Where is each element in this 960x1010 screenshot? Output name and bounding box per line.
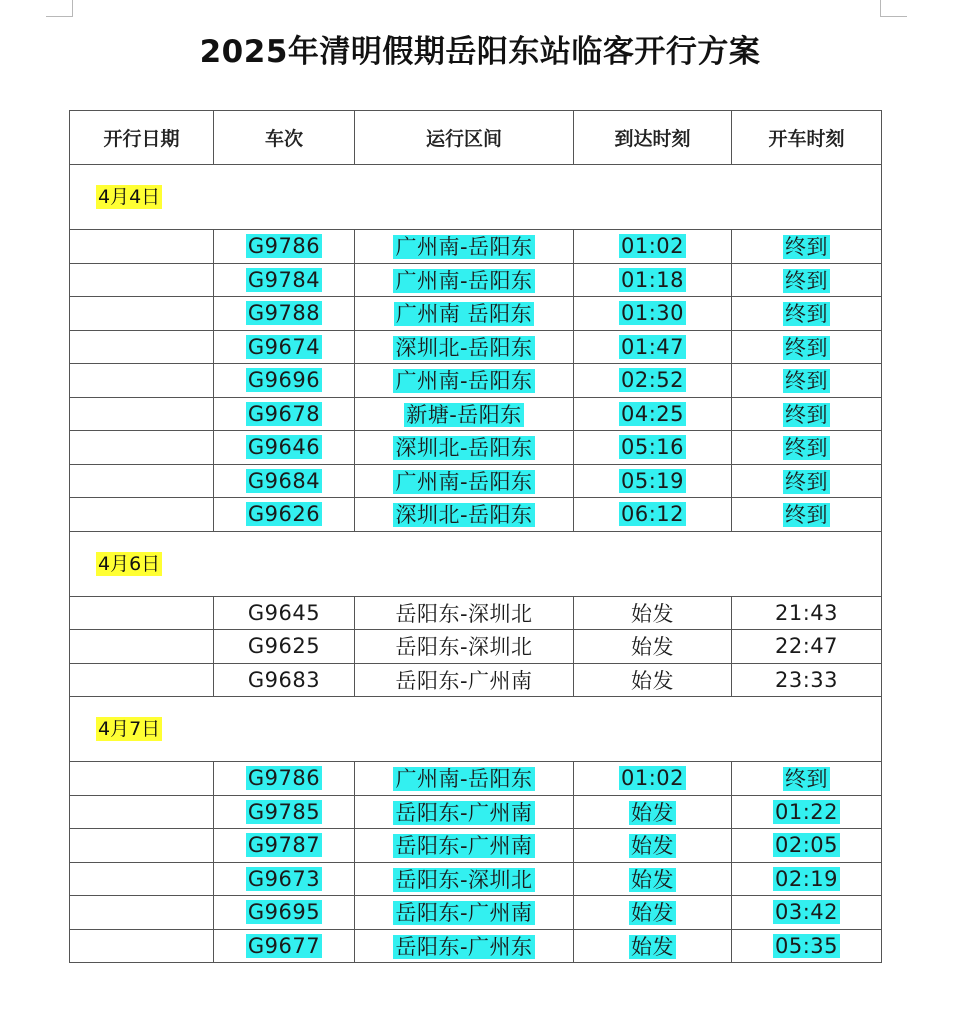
route-cell	[355, 498, 574, 532]
train-cell	[214, 431, 355, 465]
route-text: 广州南-岳阳东	[395, 235, 533, 260]
arrive-cell	[574, 464, 732, 498]
train-text: G9678	[247, 401, 321, 426]
depart-cell	[732, 596, 882, 630]
date-cell-empty	[70, 630, 214, 664]
depart-text: 02:05	[774, 833, 839, 858]
route-cell	[355, 929, 574, 963]
depart-cell	[732, 795, 882, 829]
depart-cell	[732, 630, 882, 664]
depart-cell	[732, 230, 882, 264]
depart-text: 终到	[785, 235, 828, 260]
arrive-cell	[574, 498, 732, 532]
table-row	[70, 630, 882, 664]
train-cell	[214, 464, 355, 498]
table-row	[70, 364, 882, 398]
arrive-text: 04:25	[620, 401, 685, 426]
depart-cell	[732, 862, 882, 896]
route-text: 岳阳东-广州南	[395, 800, 533, 825]
route-cell	[355, 263, 574, 297]
date-cell-empty	[70, 464, 214, 498]
route-cell	[355, 663, 574, 697]
train-cell	[214, 596, 355, 630]
table-row	[70, 431, 882, 465]
train-cell	[214, 498, 355, 532]
train-cell	[214, 397, 355, 431]
depart-text: 终到	[785, 369, 828, 394]
route-cell	[355, 630, 574, 664]
depart-cell	[732, 297, 882, 331]
train-text: G9788	[247, 301, 321, 326]
depart-text: 02:19	[774, 866, 839, 891]
date-cell-empty	[70, 397, 214, 431]
train-cell	[214, 896, 355, 930]
date-cell-empty	[70, 829, 214, 863]
arrive-cell	[574, 663, 732, 697]
arrive-cell	[574, 230, 732, 264]
depart-text: 终到	[785, 302, 828, 327]
arrive-cell	[574, 263, 732, 297]
route-cell	[355, 862, 574, 896]
date-section-row	[70, 697, 882, 762]
route-text: 岳阳东-深圳北	[395, 635, 533, 660]
depart-cell	[732, 929, 882, 963]
date-cell-empty	[70, 330, 214, 364]
route-cell	[355, 397, 574, 431]
date-section-row	[70, 165, 882, 230]
train-text: G9784	[247, 267, 321, 292]
route-text: 广州南-岳阳东	[395, 469, 533, 494]
table-row	[70, 263, 882, 297]
train-cell	[214, 929, 355, 963]
arrive-cell	[574, 596, 732, 630]
arrive-text: 01:02	[620, 766, 685, 791]
table-row	[70, 498, 882, 532]
table-row	[70, 896, 882, 930]
date-cell-empty	[70, 929, 214, 963]
depart-cell	[732, 762, 882, 796]
route-cell	[355, 596, 574, 630]
table-row	[70, 297, 882, 331]
depart-cell	[732, 330, 882, 364]
table-row	[70, 795, 882, 829]
depart-text: 终到	[785, 268, 828, 293]
train-cell	[214, 862, 355, 896]
table-header-row	[70, 111, 882, 165]
crop-mark-left	[46, 0, 73, 17]
route-cell	[355, 464, 574, 498]
table-row	[70, 596, 882, 630]
train-text: G9674	[247, 334, 321, 359]
depart-text: 21:43	[774, 600, 839, 625]
train-text: G9684	[247, 468, 321, 493]
arrive-cell	[574, 929, 732, 963]
table-row	[70, 464, 882, 498]
train-cell	[214, 230, 355, 264]
arrive-text: 始发	[631, 834, 674, 859]
arrive-text: 01:30	[620, 301, 685, 326]
route-text: 岳阳东-广州南	[395, 834, 533, 859]
arrive-cell	[574, 630, 732, 664]
date-cell-empty	[70, 431, 214, 465]
depart-text: 终到	[785, 436, 828, 461]
header-arrive: 到达时刻	[574, 111, 732, 165]
depart-cell	[732, 896, 882, 930]
arrive-cell	[574, 297, 732, 331]
arrive-cell	[574, 795, 732, 829]
train-cell	[214, 829, 355, 863]
route-cell	[355, 829, 574, 863]
route-text: 岳阳东-广州南	[395, 668, 533, 693]
crop-mark-right	[880, 0, 907, 17]
date-cell-empty	[70, 297, 214, 331]
date-cell-empty	[70, 596, 214, 630]
route-text: 广州南 岳阳东	[395, 302, 533, 327]
train-text: G9696	[247, 368, 321, 393]
arrive-cell	[574, 397, 732, 431]
route-text: 岳阳东-深圳北	[395, 601, 533, 626]
depart-cell	[732, 829, 882, 863]
date-cell-empty	[70, 230, 214, 264]
train-text: G9677	[247, 933, 321, 958]
depart-text: 23:33	[774, 667, 839, 692]
header-date: 开行日期	[70, 111, 214, 165]
route-cell	[355, 330, 574, 364]
arrive-text: 01:47	[620, 334, 685, 359]
arrive-cell	[574, 896, 732, 930]
arrive-cell	[574, 829, 732, 863]
route-text: 岳阳东-广州东	[395, 934, 533, 959]
depart-cell	[732, 464, 882, 498]
train-cell	[214, 663, 355, 697]
arrive-text: 06:12	[620, 502, 685, 527]
route-cell	[355, 364, 574, 398]
date-cell-empty	[70, 795, 214, 829]
date-section-cell	[70, 165, 882, 230]
route-text: 广州南-岳阳东	[395, 767, 533, 792]
header-train: 车次	[214, 111, 355, 165]
arrive-text: 05:19	[620, 468, 685, 493]
depart-cell	[732, 364, 882, 398]
table-row	[70, 929, 882, 963]
date-cell-empty	[70, 498, 214, 532]
train-text: G9673	[247, 866, 321, 891]
train-text: G9786	[247, 234, 321, 259]
route-text: 深圳北-岳阳东	[395, 335, 533, 360]
arrive-text: 始发	[631, 901, 674, 926]
table-row	[70, 862, 882, 896]
route-text: 新塘-岳阳东	[406, 402, 522, 427]
train-text: G9626	[247, 502, 321, 527]
depart-cell	[732, 498, 882, 532]
arrive-text: 05:16	[620, 435, 685, 460]
depart-cell	[732, 397, 882, 431]
table-row	[70, 230, 882, 264]
depart-text: 03:42	[774, 900, 839, 925]
depart-cell	[732, 663, 882, 697]
arrive-text: 01:02	[620, 234, 685, 259]
arrive-cell	[574, 431, 732, 465]
route-cell	[355, 795, 574, 829]
train-cell	[214, 762, 355, 796]
arrive-cell	[574, 364, 732, 398]
route-text: 深圳北-岳阳东	[395, 436, 533, 461]
arrive-text: 始发	[631, 601, 674, 626]
table-row	[70, 663, 882, 697]
depart-text: 终到	[785, 469, 828, 494]
date-cell-empty	[70, 862, 214, 896]
arrive-cell	[574, 330, 732, 364]
train-cell	[214, 330, 355, 364]
depart-text: 终到	[785, 402, 828, 427]
page-title: 2025年清明假期岳阳东站临客开行方案	[199, 34, 761, 70]
date-section-cell	[70, 697, 882, 762]
route-cell	[355, 431, 574, 465]
train-text: G9683	[247, 667, 321, 692]
table-row	[70, 829, 882, 863]
date-section-row	[70, 531, 882, 596]
arrive-text: 始发	[631, 635, 674, 660]
route-text: 深圳北-岳阳东	[395, 503, 533, 528]
date-cell-empty	[70, 364, 214, 398]
depart-text: 05:35	[774, 933, 839, 958]
arrive-text: 02:52	[620, 368, 685, 393]
route-text: 岳阳东-深圳北	[395, 867, 533, 892]
train-cell	[214, 630, 355, 664]
train-cell	[214, 297, 355, 331]
train-cell	[214, 795, 355, 829]
header-route: 运行区间	[355, 111, 574, 165]
depart-text: 22:47	[774, 634, 839, 659]
arrive-text: 01:18	[620, 267, 685, 292]
depart-cell	[732, 431, 882, 465]
train-text: G9625	[247, 634, 321, 659]
arrive-text: 始发	[631, 800, 674, 825]
route-cell	[355, 762, 574, 796]
depart-text: 终到	[785, 335, 828, 360]
train-text: G9786	[247, 766, 321, 791]
date-cell-empty	[70, 263, 214, 297]
route-cell	[355, 896, 574, 930]
header-depart: 开车时刻	[732, 111, 882, 165]
train-text: G9785	[247, 799, 321, 824]
train-cell	[214, 364, 355, 398]
table-row	[70, 330, 882, 364]
date-label: 4月6日	[98, 552, 161, 575]
arrive-text: 始发	[631, 668, 674, 693]
arrive-text: 始发	[631, 867, 674, 892]
depart-cell	[732, 263, 882, 297]
depart-text: 终到	[785, 767, 828, 792]
train-text: G9695	[247, 900, 321, 925]
depart-text: 01:22	[774, 799, 839, 824]
train-text: G9787	[247, 833, 321, 858]
arrive-cell	[574, 762, 732, 796]
train-cell	[214, 263, 355, 297]
route-text: 岳阳东-广州南	[395, 901, 533, 926]
route-text: 广州南-岳阳东	[395, 369, 533, 394]
depart-text: 终到	[785, 503, 828, 528]
table-row	[70, 397, 882, 431]
date-cell-empty	[70, 762, 214, 796]
schedule-body	[70, 165, 882, 963]
date-cell-empty	[70, 896, 214, 930]
arrive-text: 始发	[631, 934, 674, 959]
route-cell	[355, 230, 574, 264]
date-label: 4月7日	[98, 718, 161, 740]
table-row	[70, 762, 882, 796]
date-section-cell	[70, 531, 882, 596]
arrive-cell	[574, 862, 732, 896]
train-text: G9645	[247, 600, 321, 625]
date-cell-empty	[70, 663, 214, 697]
route-text: 广州南-岳阳东	[395, 268, 533, 293]
route-cell	[355, 297, 574, 331]
date-label: 4月4日	[98, 186, 161, 208]
schedule-table	[69, 110, 882, 963]
train-text: G9646	[247, 435, 321, 460]
